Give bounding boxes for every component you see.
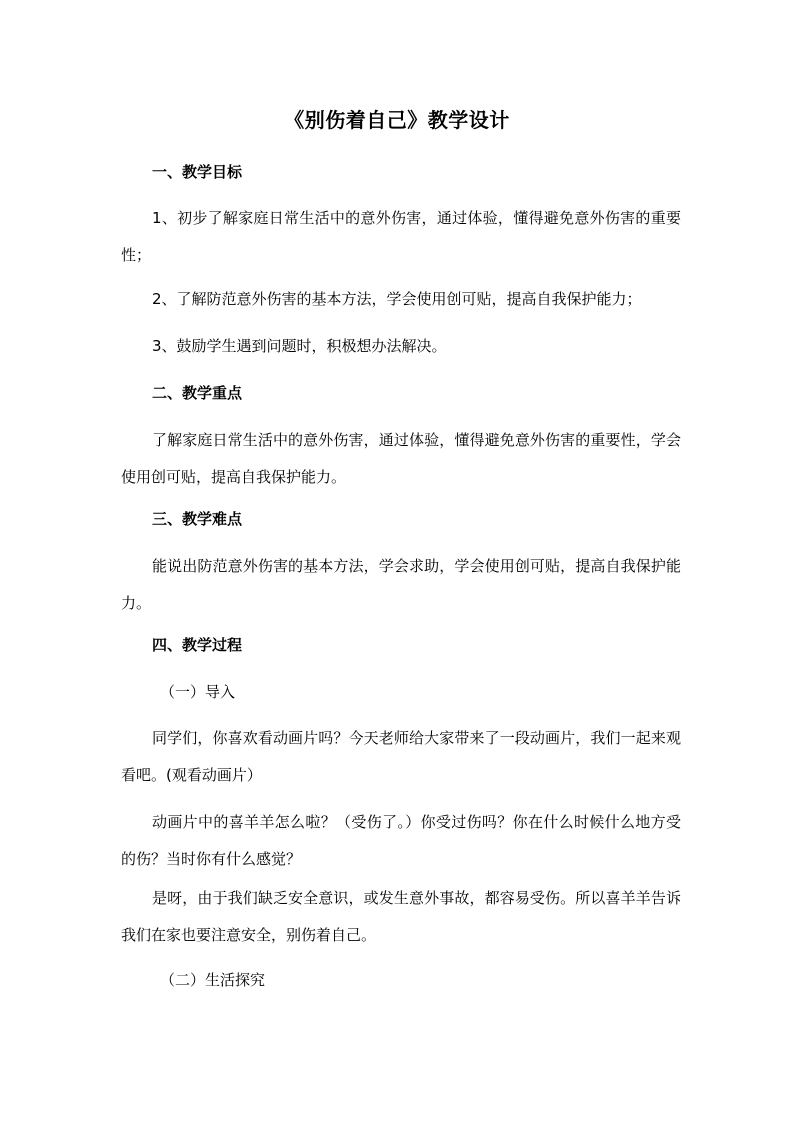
subheading-explore: （二）生活探究 [160, 971, 266, 989]
intro-paragraph-3: 是呀，由于我们缺乏安全意识，或发生意外事故，都容易受伤。所以喜羊羊告诉我们在家也要注意安全，别伤着自己。 [121, 889, 681, 944]
goal-item-1: 1、初步了解家庭日常生活中的意外伤害，通过体验，懂得避免意外伤害的重要性； [121, 209, 681, 264]
subheading-intro: （一）导入 [160, 683, 236, 701]
intro-paragraph-1: 同学们，你喜欢看动画片吗？今天老师给大家带来了一段动画片，我们一起来观看吧。(观看动画片） [121, 729, 681, 784]
key-points-text: 了解家庭日常生活中的意外伤害，通过体验，懂得避免意外伤害的重要性，学会使用创可贴，提高自我保护能力。 [121, 431, 681, 486]
section-heading-difficulties: 三、教学难点 [152, 510, 243, 528]
document-title: 《别伤着自己》教学设计 [284, 108, 510, 132]
section-heading-goals: 一、教学目标 [152, 163, 243, 181]
intro-paragraph-2: 动画片中的喜羊羊怎么啦？（受伤了。）你受过伤吗？你在什么时候什么地方受的伤？当时你有什么感觉？ [121, 813, 681, 868]
section-heading-process: 四、教学过程 [152, 636, 243, 654]
difficulties-text: 能说出防范意外伤害的基本方法，学会求助，学会使用创可贴，提高自我保护能力。 [121, 557, 681, 612]
goal-item-3: 3、鼓励学生遇到问题时，积极想办法解决。 [152, 337, 447, 355]
section-heading-key-points: 二、教学重点 [152, 384, 243, 402]
goal-item-2: 2、了解防范意外伤害的基本方法，学会使用创可贴，提高自我保护能力； [152, 290, 642, 308]
